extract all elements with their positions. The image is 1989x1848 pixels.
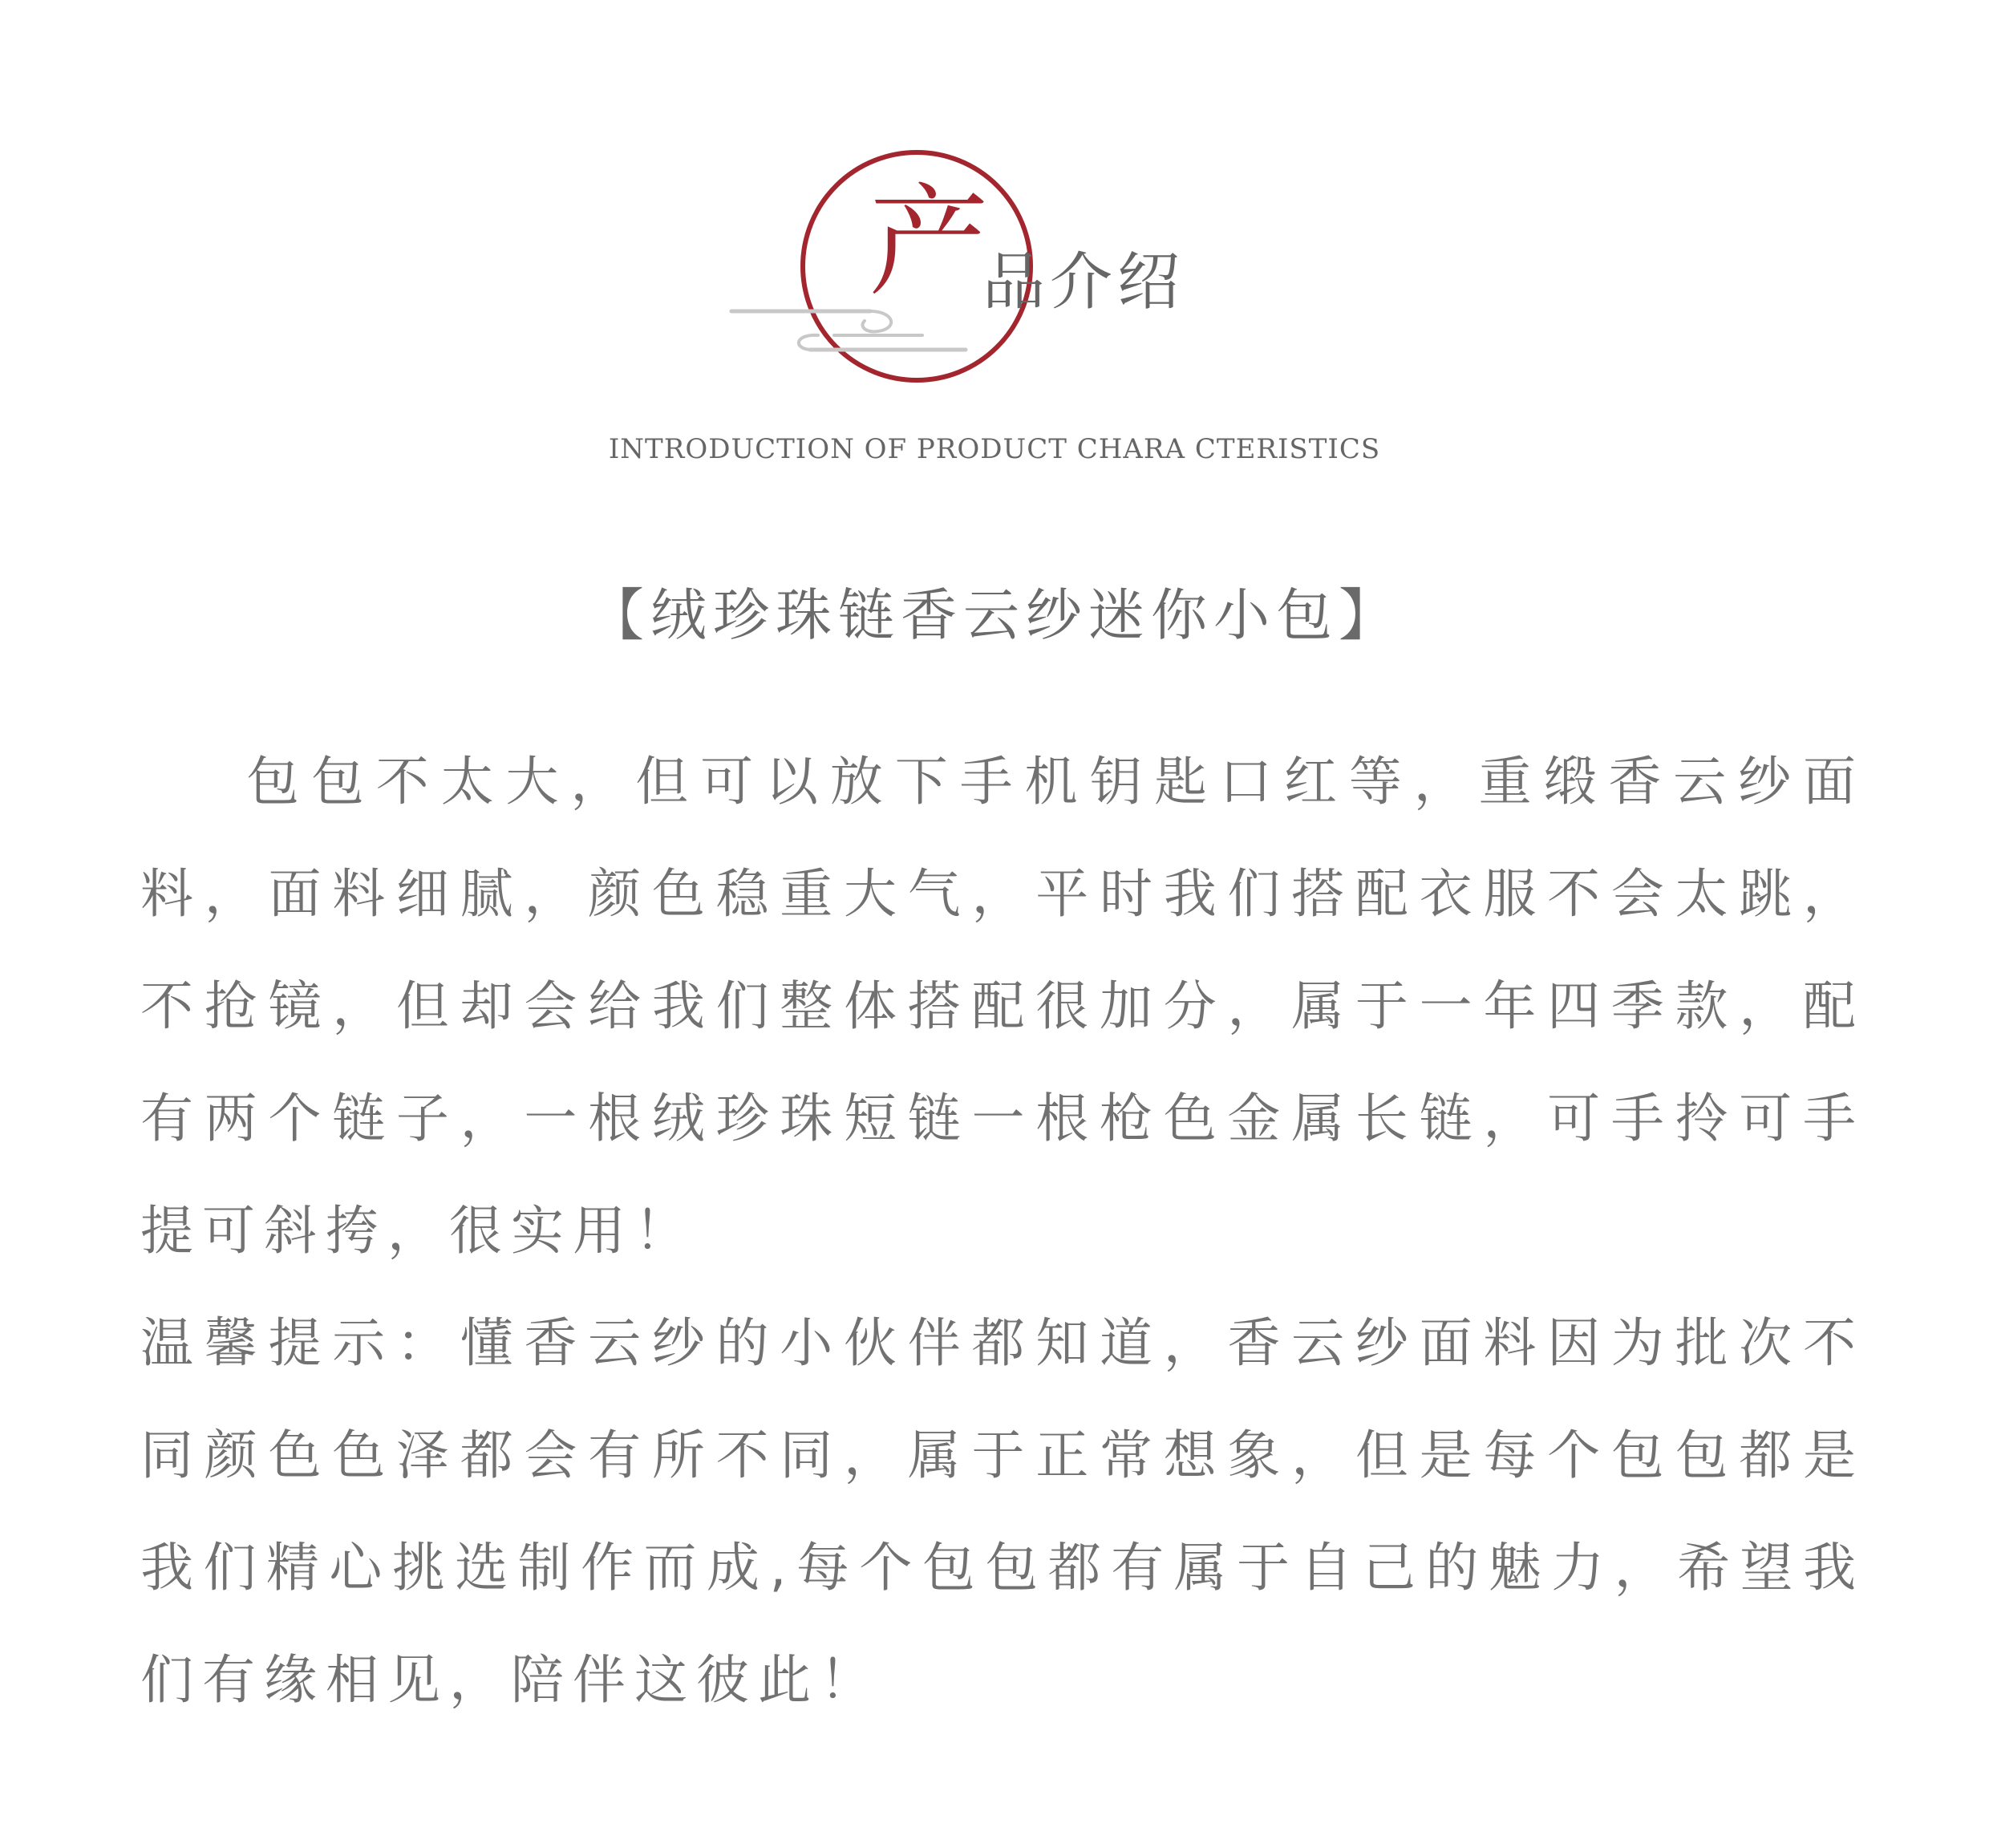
warm-tip: 温馨提示：懂香云纱的小伙伴都知道，香云纱面料因为批次不同颜色色泽都会有所不同，属于正常想象，但是每个包包都是我们精心挑选制作而成,每个包包都有属于自己的魅力，希望我们有缘相见，陪伴这彼此！: [140, 1312, 1865, 1711]
section-heading-emblem: [722, 144, 1203, 409]
heading-small-chars: 品介绍: [982, 246, 1185, 318]
heading-large-char: 产: [869, 173, 990, 313]
cloud-curl-lower: [799, 335, 818, 350]
cloud-curl: [862, 311, 891, 331]
product-description: 包包不太大，但可以放下手机钥匙口红等，重缎香云纱面料，面料细腻，颜色稳重大气，平时我们搭配衣服不会太跳，不抢镜，但却会给我们整体搭配很加分，属于一年四季款，配有两个链子，一根绒珍珠短链一根枪色金属长链，可手拎可手提可斜挎，很实用！: [140, 751, 1865, 1262]
body-text: [140, 726, 1865, 1737]
english-subtitle: INTRODUCTION OF PRODUCT CHARA CTERISTICS: [608, 433, 1381, 465]
product-title: 【绒珍珠链香云纱迷你小包】: [588, 582, 1401, 648]
